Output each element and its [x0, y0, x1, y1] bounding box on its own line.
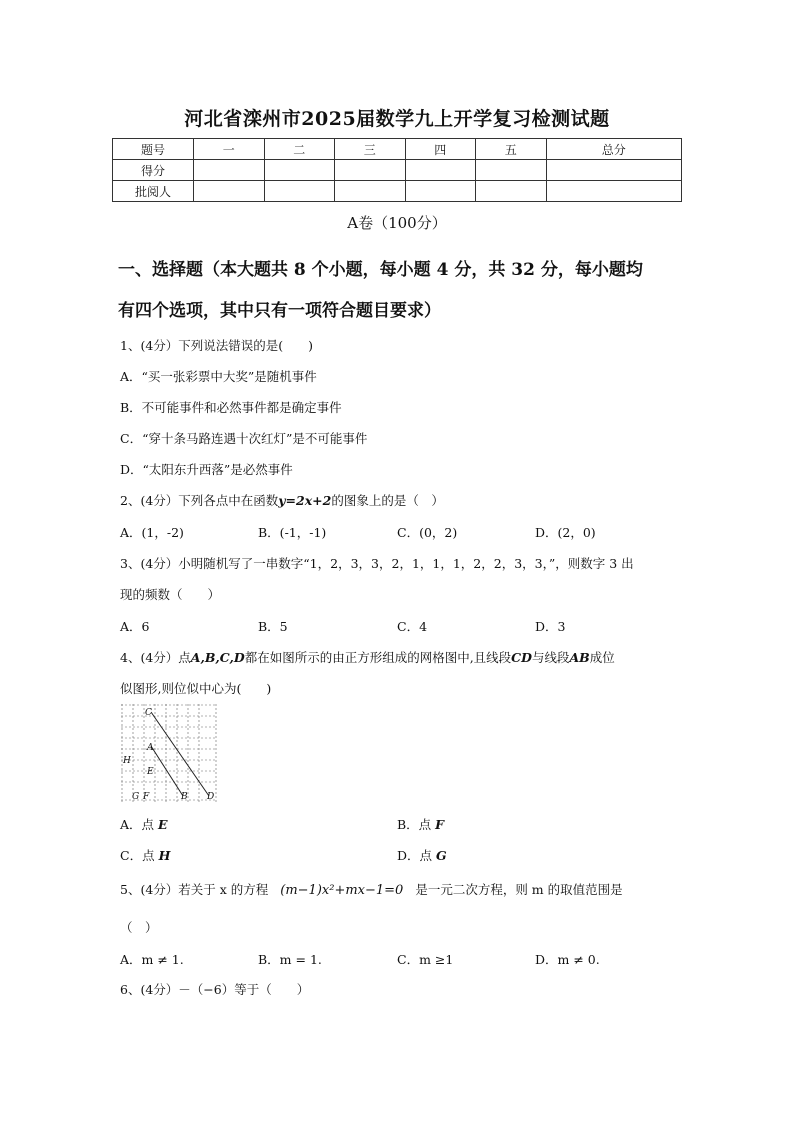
- q4-grid-figure: [121, 704, 217, 802]
- q4-text: 成位: [589, 650, 615, 665]
- q4-option-b[interactable]: [397, 815, 444, 833]
- q1-stem: 1、(4分）下列说法错误的是( ): [120, 338, 314, 353]
- table-cell: 得分: [113, 160, 194, 181]
- label-h: H: [123, 756, 131, 766]
- q2-option-b[interactable]: B．(-1，-1): [258, 525, 327, 540]
- q2-option-d[interactable]: D．(2，0): [535, 525, 596, 540]
- table-cell[interactable]: [264, 160, 335, 181]
- score-table: [112, 138, 682, 202]
- q4-points: A,B,C,D: [190, 650, 245, 665]
- table-cell: 三: [335, 139, 406, 160]
- q4-text: 都在如图所示的由正方形组成的网格图中,且线段: [244, 650, 512, 665]
- q3-option-b[interactable]: B．5: [258, 619, 288, 634]
- q2-stem: [120, 491, 444, 509]
- q4-text: 4、(4分）点: [120, 650, 191, 665]
- q1-option-b[interactable]: B．不可能事件和必然事件都是确定事件: [120, 400, 342, 415]
- label-f: F: [143, 792, 150, 802]
- label-g: G: [132, 792, 140, 802]
- table-cell[interactable]: [476, 160, 547, 181]
- segment-cd: [151, 712, 209, 796]
- table-cell: 四: [405, 139, 476, 160]
- q2-option-a[interactable]: A．(1，-2): [120, 525, 184, 540]
- q2-stem-post: 的图象上的是（ ）: [331, 493, 444, 508]
- table-row: [113, 139, 682, 160]
- label-a: A: [147, 743, 154, 753]
- table-cell[interactable]: [335, 160, 406, 181]
- q2-function: y=2x+2: [278, 493, 332, 508]
- table-cell[interactable]: [194, 181, 265, 202]
- table-cell[interactable]: [405, 160, 476, 181]
- q4-option-a[interactable]: [120, 815, 168, 833]
- q4-option-c[interactable]: [120, 846, 170, 864]
- q5-option-a[interactable]: A．m ≠ 1.: [120, 952, 184, 967]
- q5-stem: [120, 880, 623, 898]
- table-cell: 题号: [113, 139, 194, 160]
- q5-equation: (m−1)x²+mx−1=0: [280, 883, 404, 898]
- label-d: D: [207, 792, 215, 802]
- q1-option-c[interactable]: C．“穿十条马路连遇十次红灯”是不可能事件: [120, 431, 368, 446]
- section-a-subtitle: A卷（100分）: [347, 214, 447, 232]
- q4-option-text: D．点: [397, 848, 433, 863]
- q4-option-text: C．点: [120, 848, 155, 863]
- q1-option-a[interactable]: A．“买一张彩票中大奖”是随机事件: [120, 369, 317, 384]
- q5-stem-pre: 5、(4分）若关于 x 的方程: [120, 882, 269, 897]
- q5-option-d[interactable]: D．m ≠ 0.: [535, 952, 600, 967]
- q4-option-point: E: [158, 817, 168, 832]
- table-cell: 五: [476, 139, 547, 160]
- q3-option-d[interactable]: D．3: [535, 619, 566, 634]
- table-cell: 二: [264, 139, 335, 160]
- exam-title: 河北省滦州市2025届数学九上开学复习检测试题: [184, 108, 610, 130]
- q4-option-d[interactable]: [397, 846, 447, 864]
- q5-option-b[interactable]: B．m = 1.: [258, 952, 322, 967]
- label-e: E: [147, 767, 154, 777]
- q4-option-point: H: [158, 848, 171, 863]
- table-cell[interactable]: [194, 160, 265, 181]
- q3-stem-line1: 3、(4分）小明随机写了一串数字“1，2，3，3，2，1，1，1，2，2，3，3，”，则数字 3 出: [120, 556, 634, 571]
- q4-option-point: F: [435, 817, 445, 832]
- q4-stem-line2: 似图形,则位似中心为( ): [120, 681, 272, 696]
- table-row: [113, 160, 682, 181]
- section1-heading-line2: 有四个选项，其中只有一项符合题目要求）: [118, 301, 441, 321]
- table-cell[interactable]: [476, 181, 547, 202]
- q4-segment-ab: AB: [569, 650, 590, 665]
- q2-stem-pre: 2、(4分）下列各点中在函数: [120, 493, 279, 508]
- q5-stem-line2: （ ）: [120, 920, 158, 935]
- table-cell: 一: [194, 139, 265, 160]
- table-cell[interactable]: [335, 181, 406, 202]
- q4-option-text: A．点: [120, 817, 155, 832]
- table-cell[interactable]: [264, 181, 335, 202]
- q4-option-text: B．点: [397, 817, 432, 832]
- q4-text: 与线段: [531, 650, 570, 665]
- q3-stem-line2: 现的频数（ ）: [120, 587, 221, 602]
- q5-stem-post: 是一元二次方程，则 m 的取值范围是: [415, 882, 623, 897]
- q4-stem-line1: [120, 648, 615, 666]
- q3-option-a[interactable]: A．6: [120, 619, 150, 634]
- q6-stem: 6、(4分）－（−6）等于（ ）: [120, 982, 310, 997]
- q2-option-c[interactable]: C．(0，2): [397, 525, 458, 540]
- q4-option-point: G: [436, 848, 447, 863]
- label-b: B: [181, 792, 188, 802]
- table-row: [113, 181, 682, 202]
- q3-option-c[interactable]: C．4: [397, 619, 428, 634]
- q5-option-c[interactable]: C．m ≥1: [397, 952, 454, 967]
- section1-heading-line1: 一、选择题（本大题共 8 个小题，每小题 4 分，共 32 分，每小题均: [118, 260, 643, 280]
- table-cell[interactable]: [405, 181, 476, 202]
- table-cell: 批阅人: [113, 181, 194, 202]
- label-c: C: [145, 708, 152, 718]
- table-cell: 总分: [546, 139, 682, 160]
- table-cell[interactable]: [546, 181, 682, 202]
- q4-segment-cd: CD: [511, 650, 532, 665]
- q1-option-d[interactable]: D．“太阳东升西落”是必然事件: [120, 462, 293, 477]
- table-cell[interactable]: [546, 160, 682, 181]
